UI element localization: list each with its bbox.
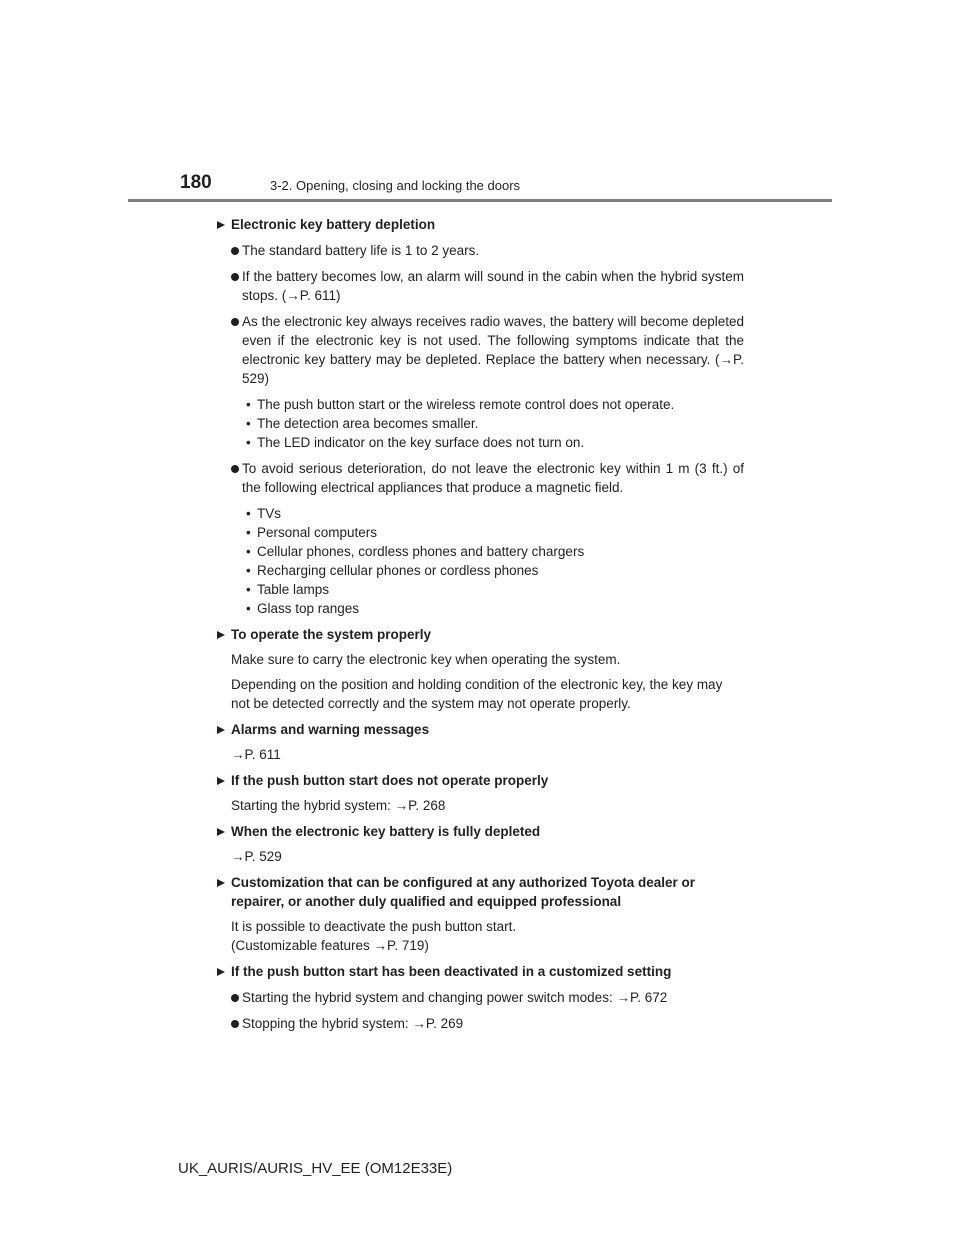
sub-bullet-icon: • [246,416,251,431]
square-bullet-icon [217,221,225,229]
section-heading [214,771,744,790]
bullet-text: Stopping the hybrid system: →P. 269 [242,1016,464,1031]
sub-list-text: The LED indicator on the key surface does not turn on. [257,435,585,450]
sub-bullet-icon: • [246,582,251,597]
section-paragraph: It is possible to deactivate the push button start. (Customizable features →P. 719) [231,919,517,953]
section-heading-text: If the push button start has been deactivated in a customized setting [231,964,672,979]
manual-content [214,208,744,1033]
sub-list-item [214,395,744,414]
header-divider [128,199,832,202]
square-bullet-icon [217,777,225,785]
sub-list-text: Table lamps [257,582,330,597]
sub-bullet-icon: • [246,601,251,616]
sub-list-item [214,433,744,452]
bullet-item [214,267,744,305]
sub-list [214,395,744,452]
round-bullet-icon [231,318,239,326]
sub-list-text: The push button start or the wireless remote control does not operate. [257,397,675,412]
section-heading-text: To operate the system properly [231,627,432,642]
square-bullet-icon [217,631,225,639]
sub-list-item [214,599,744,618]
bullet-text: If the battery becomes low, an alarm will sound in the cabin when the hybrid system stops. (→P. 611) [242,269,744,303]
section-heading [214,625,744,644]
sub-list-item [214,504,744,523]
section-heading [214,720,744,739]
chapter-title: 3-2. Opening, closing and locking the doors [270,178,521,193]
sub-list-text: The detection area becomes smaller. [257,416,479,431]
sub-list-text: Glass top ranges [257,601,360,616]
round-bullet-icon [231,273,239,281]
footer-model-code: UK_AURIS/AURIS_HV_EE (OM12E33E) [178,1160,453,1177]
sub-list [214,504,744,618]
section-heading-text: If the push button start does not operate properly [231,773,549,788]
sub-list-text: Cellular phones, cordless phones and battery chargers [257,544,585,559]
sub-list-item [214,523,744,542]
section-paragraph: Starting the hybrid system: →P. 268 [231,798,446,813]
square-bullet-icon [217,828,225,836]
sub-bullet-icon: • [246,435,251,450]
bullet-text: As the electronic key always receives radio waves, the battery will become depleted even if the electronic key is not used. The following symptoms indicate that the electronic key battery may be depleted. Replace the battery when necessary. (→P. 529) [242,314,744,386]
sub-list-item [214,542,744,561]
bullet-text: To avoid serious deterioration, do not leave the electronic key within 1 m (3 ft.) of the following electrical appliances that produce a magnetic field. [242,461,744,495]
square-bullet-icon [217,968,225,976]
bullet-text: The standard battery life is 1 to 2 years. [242,243,480,258]
square-bullet-icon [217,879,225,887]
sub-bullet-icon: • [246,563,251,578]
section-heading-text: Electronic key battery depletion [231,217,436,232]
sub-bullet-icon: • [246,544,251,559]
section-paragraph: →P. 529 [231,849,282,864]
section-paragraph: Depending on the position and holding condition of the electronic key, the key may not be detected correctly and the system may not operate properly. [231,677,723,711]
sub-list-item [214,414,744,433]
bullet-item [214,241,744,260]
round-bullet-icon [231,994,239,1002]
sub-list-text: Personal computers [257,525,378,540]
bullet-item [214,459,744,497]
section-paragraph: →P. 611 [231,747,281,762]
square-bullet-icon [217,726,225,734]
bullet-item [214,988,744,1007]
section-heading-text: Alarms and warning messages [231,722,430,737]
sub-list-text: TVs [257,506,282,521]
sub-bullet-icon: • [246,525,251,540]
bullet-item [214,312,744,388]
section-heading-text: When the electronic key battery is fully depleted [231,824,541,839]
round-bullet-icon [231,1020,239,1028]
bullet-text: Starting the hybrid system and changing power switch modes: →P. 672 [242,990,668,1005]
page-number: 180 [180,172,212,193]
section-heading [214,822,744,841]
sub-list-text: Recharging cellular phones or cordless phones [257,563,539,578]
section-heading-text: Customization that can be configured at any authorized Toyota dealer or repairer, or another duly qualified and equipped professional [231,875,696,909]
section-paragraph: Make sure to carry the electronic key when operating the system. [231,652,621,667]
sub-bullet-icon: • [246,397,251,412]
sub-list-item [214,561,744,580]
section-heading [214,215,744,234]
bullet-item [214,1014,744,1033]
section-heading [214,962,744,981]
sub-list-item [214,580,744,599]
sub-bullet-icon: • [246,506,251,521]
round-bullet-icon [231,247,239,255]
section-heading [214,873,744,911]
round-bullet-icon [231,465,239,473]
